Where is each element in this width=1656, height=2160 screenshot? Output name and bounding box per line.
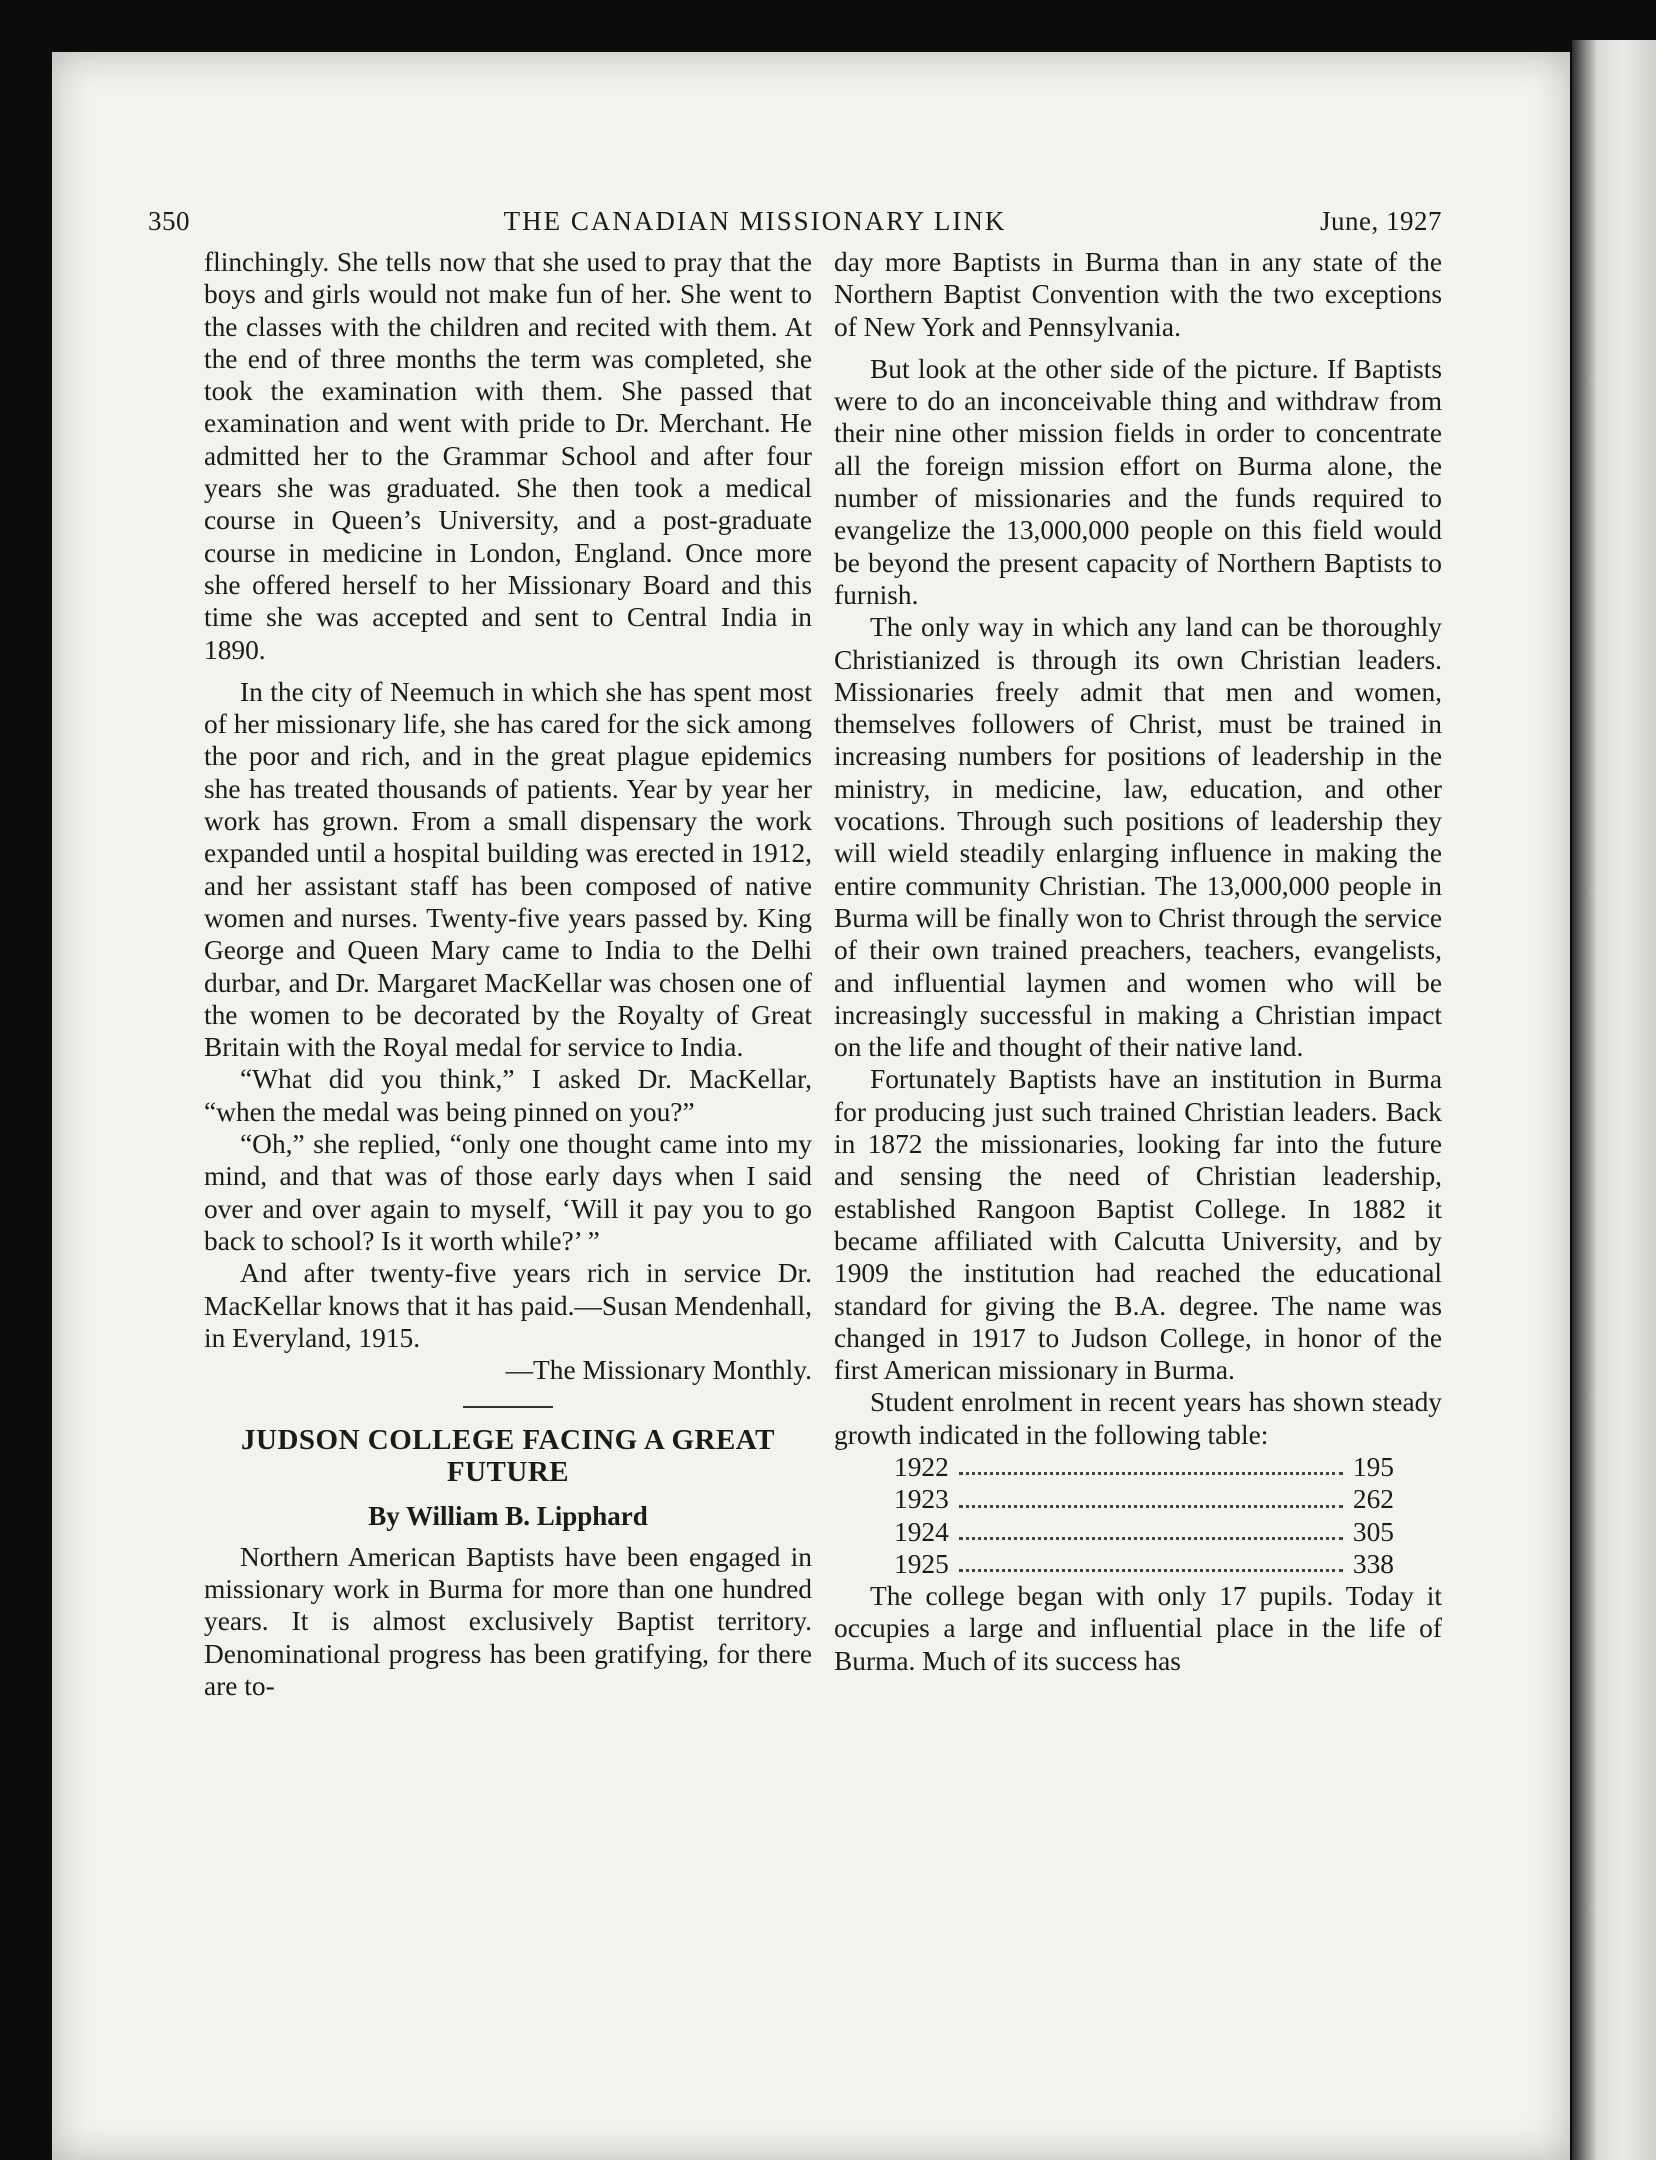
table-year: 1922 xyxy=(894,1451,949,1482)
leader-dots xyxy=(959,1548,1343,1572)
paragraph: flinchingly. She tells now that she used to pray that the boys and girls would not make fun of her. She went to the classes with the children and recited with them. At the end of three months the term was completed, she took the examination with them. She passed that examination and went with pride to Dr. Merchant. He admitted her to the Grammar School and after four years she was graduated. She then took a medical course in Queen’s University, and a post-graduate course in medicine in London, England. Once more she offered herself to her Missionary Board and this time she was accepted and sent to Central India in 1890. xyxy=(204,247,812,665)
table-row xyxy=(894,1548,1394,1580)
leader-dots xyxy=(959,1516,1343,1540)
leader-dots xyxy=(959,1483,1343,1507)
paragraph: Northern American Baptists have been engaged in missionary work in Burma for more than one hundred years. It is almost exclusively Baptist territory. Denominational progress has been gratifying, for there are to- xyxy=(204,1541,812,1701)
paragraph: In the city of Neemuch in which she has spent most of her missionary life, she has cared for the sick among the poor and rich, and in the great plague epidemics she has treated thousands of patients. Year by year her work has grown. From a small dispensary the work expanded until a hospital building was erected in 1912, and her assistant staff has been composed of native women and nurses. Twenty-five years passed by. King George and Queen Mary came to India to the Delhi durbar, and Dr. Margaret MacKellar was chosen one of the women to be decorated by the Royalty of Great Britain with the Royal medal for service to India. xyxy=(204,676,812,1063)
right-column xyxy=(834,246,1442,1677)
issue-date: June, 1927 xyxy=(1320,206,1442,236)
table-count: 195 xyxy=(1352,1451,1394,1482)
table-row xyxy=(894,1516,1394,1548)
leader-dots xyxy=(959,1451,1343,1475)
table-year: 1923 xyxy=(894,1484,949,1515)
paragraph: And after twenty-five years rich in service Dr. MacKellar knows that it has paid.—Susan Mendenhall, in Everyland, 1915. xyxy=(204,1258,812,1353)
publication-title: THE CANADIAN MISSIONARY LINK xyxy=(503,206,1007,236)
source-credit: —The Missionary Monthly. xyxy=(505,1355,812,1386)
article-title: JUDSON COLLEGE FACING A GREAT FUTURE xyxy=(241,1424,775,1489)
table-count: 338 xyxy=(1352,1548,1394,1579)
table-year: 1925 xyxy=(894,1548,949,1579)
paragraph: The only way in which any land can be thoroughly Christianized is through its own Christian leaders. Missionaries freely admit that men and women, themselves followers of Christ, must be trained in increasing numbers for positions of leadership in the ministry, in medicine, law, education, and other vocations. Through such positions of leadership they will wield steadily enlarging influence in making the entire community Christian. The 13,000,000 people in Burma will be finally won to Christ through the service of their own trained preachers, teachers, evangelists, and influential laymen and women who will be increasingly successful in making a Christian impact on the life and thought of their native land. xyxy=(834,612,1442,1063)
paragraph: Fortunately Baptists have an institution in Burma for producing just such trained Christian leaders. Back in 1872 the missionaries, looking far into the future and sensing the need of Christian leadership, established Rangoon Baptist College. In 1882 it became affiliated with Calcutta University, and by 1909 the institution had reached the educational standard for giving the B.A. degree. The name was changed in 1917 to Judson College, in honor of the first American missionary in Burma. xyxy=(834,1064,1442,1386)
paragraph: “Oh,” she replied, “only one thought came into my mind, and that was of those early days when I said over and over again to myself, ‘Will it pay you to go back to school? Is it worth while?’ ” xyxy=(204,1129,812,1256)
paragraph: But look at the other side of the picture. If Baptists were to do an inconceivable thing and withdraw from their nine other mission fields in order to concentrate all the foreign mission effort on Burma alone, the number of missionaries and the funds required to evangelize the 13,000,000 people on this field would be beyond the present capacity of Northern Baptists to furnish. xyxy=(834,353,1442,610)
section-divider xyxy=(463,1406,553,1408)
paragraph: day more Baptists in Burma than in any state of the Northern Baptist Convention with the two exceptions of New York and Pennsylvania. xyxy=(834,247,1442,342)
left-column xyxy=(204,246,812,1702)
scan-border xyxy=(1572,40,1656,2160)
table-year: 1924 xyxy=(894,1516,949,1547)
byline: By William B. Lipphard xyxy=(368,1501,648,1532)
table-row xyxy=(894,1451,1394,1483)
paragraph: The college began with only 17 pupils. Today it occupies a large and influential place in the life of Burma. Much of its success has xyxy=(834,1581,1442,1676)
enrolment-table xyxy=(834,1451,1442,1580)
table-count: 305 xyxy=(1352,1516,1394,1547)
paragraph: Student enrolment in recent years has shown steady growth indicated in the following table: xyxy=(834,1387,1442,1450)
paragraph: “What did you think,” I asked Dr. MacKellar, “when the medal was being pinned on you?” xyxy=(204,1064,812,1127)
running-header xyxy=(148,206,1442,237)
table-count: 262 xyxy=(1352,1484,1394,1515)
table-row xyxy=(894,1483,1394,1515)
page-number: 350 xyxy=(148,206,190,236)
